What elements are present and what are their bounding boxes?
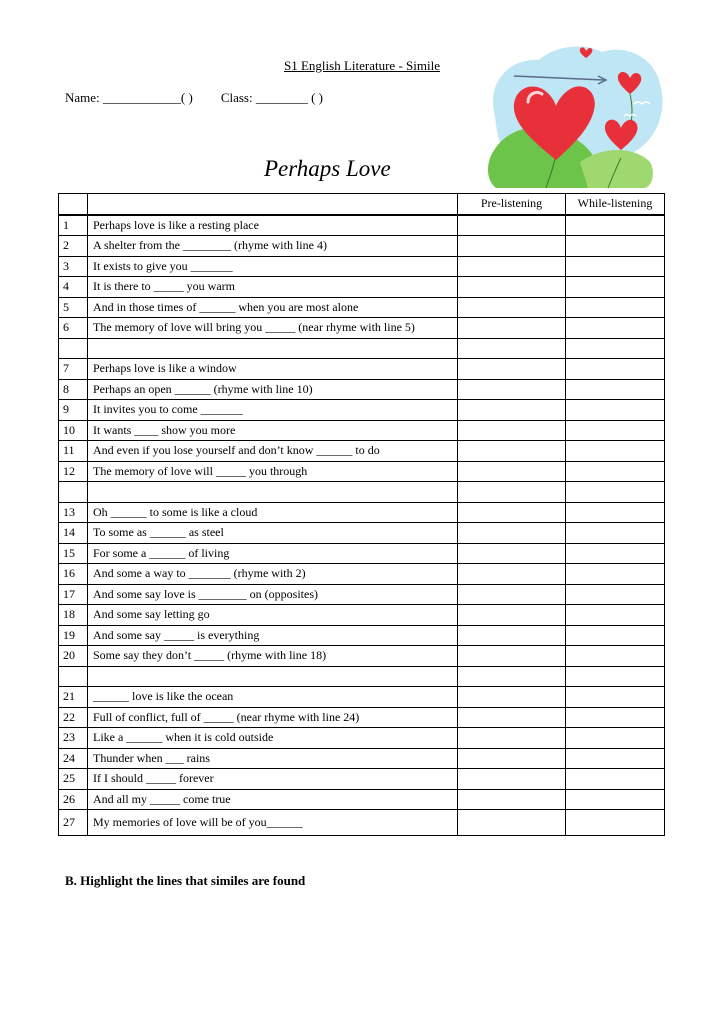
table-row (59, 543, 665, 564)
while-listening-cell[interactable] (566, 564, 665, 585)
lyric-line: If I should _____ forever (88, 769, 458, 790)
while-listening-cell[interactable] (566, 584, 665, 605)
pre-listening-cell[interactable] (458, 297, 566, 318)
header-title: S1 English Literature - Simile (284, 58, 440, 73)
lyric-line: Thunder when ___ rains (88, 748, 458, 769)
table-row (59, 297, 665, 318)
pre-listening-cell[interactable] (458, 666, 566, 687)
pre-listening-cell[interactable] (458, 400, 566, 421)
spacer-row (59, 666, 665, 687)
pre-listening-cell[interactable] (458, 256, 566, 277)
student-info (65, 90, 323, 106)
line-number (59, 666, 88, 687)
table-row (59, 748, 665, 769)
while-listening-cell[interactable] (566, 728, 665, 749)
pre-listening-cell[interactable] (458, 441, 566, 462)
while-listening-cell[interactable] (566, 318, 665, 339)
while-listening-cell[interactable] (566, 400, 665, 421)
table-row (59, 420, 665, 441)
lyric-line: For some a ______ of living (88, 543, 458, 564)
while-listening-cell[interactable] (566, 482, 665, 503)
table-row (59, 523, 665, 544)
lyric-line: To some as ______ as steel (88, 523, 458, 544)
while-listening-cell[interactable] (566, 256, 665, 277)
lyric-line: And some say _____ is everything (88, 625, 458, 646)
pre-listening-cell[interactable] (458, 789, 566, 810)
line-number: 11 (59, 441, 88, 462)
line-number: 14 (59, 523, 88, 544)
line-number: 26 (59, 789, 88, 810)
pre-listening-cell[interactable] (458, 338, 566, 359)
section-b-instruction: B. Highlight the lines that similes are found (65, 873, 306, 888)
while-listening-header: While-listening (566, 194, 665, 215)
while-listening-cell[interactable] (566, 769, 665, 790)
lyric-line (88, 338, 458, 359)
while-listening-cell[interactable] (566, 646, 665, 667)
lyric-line: Like a ______ when it is cold outside (88, 728, 458, 749)
table-row (59, 646, 665, 667)
line-number: 3 (59, 256, 88, 277)
table-row (59, 707, 665, 728)
pre-listening-cell[interactable] (458, 461, 566, 482)
spacer-row (59, 338, 665, 359)
table-row (59, 359, 665, 380)
line-number: 24 (59, 748, 88, 769)
while-listening-cell[interactable] (566, 502, 665, 523)
lyric-line: The memory of love will bring you _____ (near rhyme with line 5) (88, 318, 458, 339)
lyric-line (88, 666, 458, 687)
pre-listening-cell[interactable] (458, 625, 566, 646)
while-listening-cell[interactable] (566, 523, 665, 544)
line-number: 18 (59, 605, 88, 626)
table-row (59, 441, 665, 462)
while-listening-cell[interactable] (566, 420, 665, 441)
pre-listening-cell[interactable] (458, 318, 566, 339)
table-row (59, 625, 665, 646)
lyric-line: And some say letting go (88, 605, 458, 626)
line-number: 17 (59, 584, 88, 605)
line-number: 2 (59, 236, 88, 257)
table-row (59, 461, 665, 482)
lyric-line: And some a way to _______ (rhyme with 2) (88, 564, 458, 585)
header-number-cell (59, 194, 88, 215)
lyric-line (88, 482, 458, 503)
pre-listening-cell[interactable] (458, 810, 566, 836)
pre-listening-cell[interactable] (458, 769, 566, 790)
while-listening-cell[interactable] (566, 297, 665, 318)
pre-listening-cell[interactable] (458, 236, 566, 257)
while-listening-cell[interactable] (566, 236, 665, 257)
lyric-line: And all my _____ come true (88, 789, 458, 810)
table-row (59, 687, 665, 708)
line-number: 25 (59, 769, 88, 790)
while-listening-cell[interactable] (566, 359, 665, 380)
document-title: Perhaps Love (264, 156, 391, 181)
while-listening-cell[interactable] (566, 625, 665, 646)
while-listening-cell[interactable] (566, 441, 665, 462)
lyric-line: Full of conflict, full of _____ (near rhyme with line 24) (88, 707, 458, 728)
while-listening-cell[interactable] (566, 379, 665, 400)
pre-listening-cell[interactable] (458, 564, 566, 585)
pre-listening-cell[interactable] (458, 605, 566, 626)
pre-listening-cell[interactable] (458, 523, 566, 544)
pre-listening-cell[interactable] (458, 502, 566, 523)
line-number: 16 (59, 564, 88, 585)
while-listening-cell[interactable] (566, 605, 665, 626)
line-number: 1 (59, 215, 88, 236)
line-number: 9 (59, 400, 88, 421)
class-field[interactable]: Class: ________ ( ) (220, 90, 324, 105)
pre-listening-cell[interactable] (458, 420, 566, 441)
lyric-line: Some say they don’t _____ (rhyme with line 18) (88, 646, 458, 667)
lyric-line: A shelter from the ________ (rhyme with line 4) (88, 236, 458, 257)
table-row (59, 789, 665, 810)
line-number: 19 (59, 625, 88, 646)
while-listening-cell[interactable] (566, 543, 665, 564)
while-listening-cell[interactable] (566, 748, 665, 769)
table-row (59, 400, 665, 421)
lyric-line: ______ love is like the ocean (88, 687, 458, 708)
pre-listening-cell[interactable] (458, 646, 566, 667)
lyric-line: Oh ______ to some is like a cloud (88, 502, 458, 523)
while-listening-cell[interactable] (566, 666, 665, 687)
table-row (59, 502, 665, 523)
while-listening-cell[interactable] (566, 687, 665, 708)
table-row (59, 318, 665, 339)
pre-listening-cell[interactable] (458, 687, 566, 708)
pre-listening-cell[interactable] (458, 482, 566, 503)
lyric-line: It is there to _____ you warm (88, 277, 458, 298)
while-listening-cell[interactable] (566, 707, 665, 728)
pre-listening-cell[interactable] (458, 728, 566, 749)
pre-listening-cell[interactable] (458, 748, 566, 769)
line-number: 8 (59, 379, 88, 400)
table-row (59, 584, 665, 605)
line-number: 21 (59, 687, 88, 708)
line-number: 7 (59, 359, 88, 380)
line-number: 15 (59, 543, 88, 564)
table-row (59, 810, 665, 836)
pre-listening-cell[interactable] (458, 277, 566, 298)
line-number: 22 (59, 707, 88, 728)
while-listening-cell[interactable] (566, 277, 665, 298)
line-number: 20 (59, 646, 88, 667)
while-listening-cell[interactable] (566, 789, 665, 810)
table-row (59, 605, 665, 626)
line-number: 27 (59, 810, 88, 836)
name-field[interactable]: Name: ____________( ) (65, 90, 193, 105)
line-number (59, 338, 88, 359)
table-row (59, 256, 665, 277)
table-row (59, 564, 665, 585)
spacer-row (59, 482, 665, 503)
line-number: 10 (59, 420, 88, 441)
pre-listening-cell[interactable] (458, 707, 566, 728)
table-row (59, 769, 665, 790)
lyric-line: And in those times of ______ when you are most alone (88, 297, 458, 318)
pre-listening-cell[interactable] (458, 543, 566, 564)
table-header-row (59, 194, 665, 215)
line-number: 4 (59, 277, 88, 298)
lyric-line: And even if you lose yourself and don’t know ______ to do (88, 441, 458, 462)
lyrics-table (58, 193, 665, 836)
table-row (59, 379, 665, 400)
while-listening-cell[interactable] (566, 461, 665, 482)
lyric-line: And some say love is ________ on (opposites) (88, 584, 458, 605)
pre-listening-header: Pre-listening (458, 194, 566, 215)
line-number: 12 (59, 461, 88, 482)
line-number (59, 482, 88, 503)
table-row (59, 277, 665, 298)
line-number: 23 (59, 728, 88, 749)
table-row (59, 236, 665, 257)
lyric-line: The memory of love will _____ you through (88, 461, 458, 482)
lyric-line: My memories of love will be of you______ (88, 810, 458, 836)
lyric-line: Perhaps love is like a resting place (88, 215, 458, 236)
lyric-line: It exists to give you _______ (88, 256, 458, 277)
lyric-line: Perhaps an open ______ (rhyme with line 10) (88, 379, 458, 400)
line-number: 13 (59, 502, 88, 523)
line-number: 5 (59, 297, 88, 318)
table-row (59, 215, 665, 236)
pre-listening-cell[interactable] (458, 379, 566, 400)
lyric-line: Perhaps love is like a window (88, 359, 458, 380)
lyric-line: It wants ____ show you more (88, 420, 458, 441)
while-listening-cell[interactable] (566, 810, 665, 836)
line-number: 6 (59, 318, 88, 339)
header-line-cell (88, 194, 458, 215)
pre-listening-cell[interactable] (458, 584, 566, 605)
while-listening-cell[interactable] (566, 215, 665, 236)
table-row (59, 728, 665, 749)
lyric-line: It invites you to come _______ (88, 400, 458, 421)
pre-listening-cell[interactable] (458, 215, 566, 236)
pre-listening-cell[interactable] (458, 359, 566, 380)
while-listening-cell[interactable] (566, 338, 665, 359)
heart-balloons-icon (484, 42, 666, 190)
